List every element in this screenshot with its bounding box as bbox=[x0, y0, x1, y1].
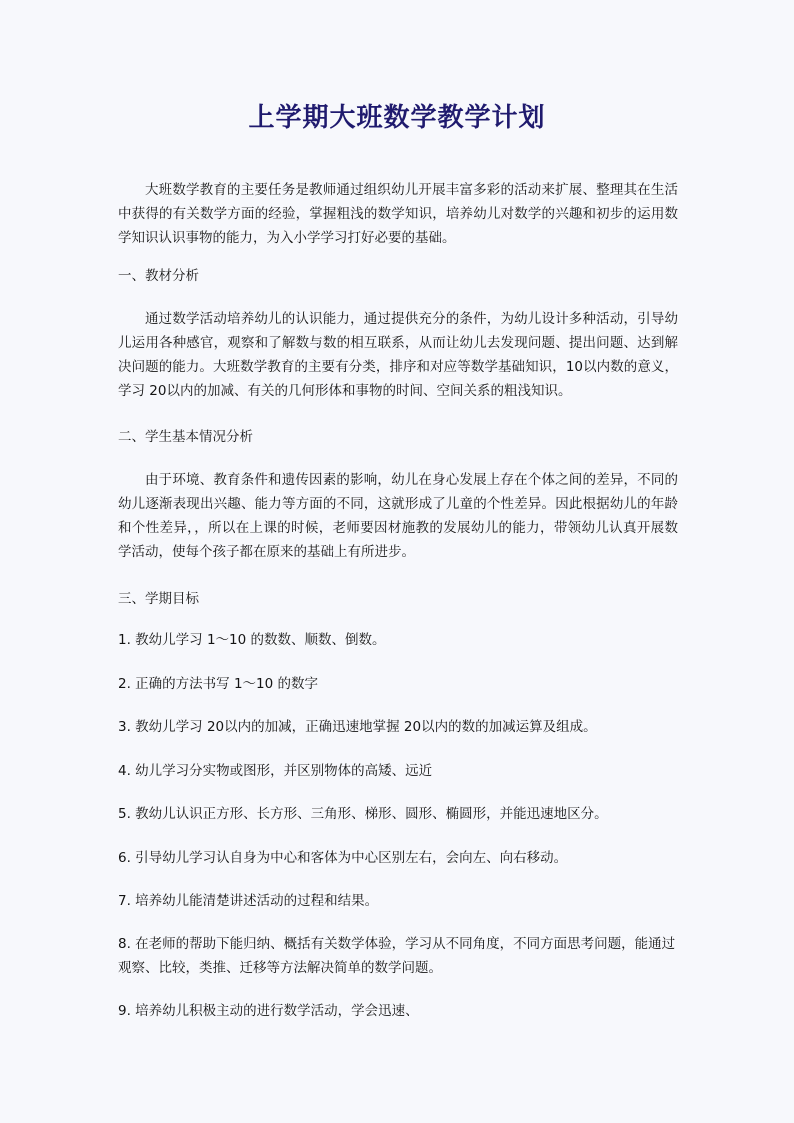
goal-item: 7. 培养幼儿能清楚讲述活动的过程和结果。 bbox=[118, 893, 379, 909]
goal-item: 6. 引导幼儿学习认自身为中心和客体为中心区别左右，会向左、向右移动。 bbox=[118, 850, 568, 866]
section-heading-materials: 一、教材分析 bbox=[118, 268, 199, 284]
goal-item: 2. 正确的方法书写 1～10 的数字 bbox=[118, 676, 319, 692]
goal-item: 5. 教幼儿认识正方形、长方形、三角形、梯形、圆形、椭圆形，并能迅速地区分。 bbox=[118, 806, 608, 822]
goal-item: 9. 培养幼儿积极主动的进行数学活动，学会迅速、 bbox=[118, 1003, 419, 1019]
document-title: 上学期大班数学教学计划 bbox=[248, 103, 546, 133]
section-heading-students: 二、学生基本情况分析 bbox=[118, 429, 253, 445]
section-body-students: 由于环境、教育条件和遗传因素的影响，幼儿在身心发展上存在个体之间的差异，不同的幼儿逐渐表现出兴趣、能力等方面的不同，这就形成了儿童的个性差异。因此根据幼儿的年龄和个性差异，，所以在上课的时候，老师要因材施教的发展幼儿的能力，带领幼儿认真开展数学活动，使每个孩子都在原来的基础上有所进步。 bbox=[118, 472, 678, 560]
goal-item: 4. 幼儿学习分实物或图形，并区别物体的高矮、远近 bbox=[118, 763, 433, 779]
goal-item: 3. 教幼儿学习 20以内的加减，正确迅速地掌握 20以内的数的加减运算及组成。 bbox=[118, 719, 597, 735]
intro-paragraph: 大班数学教育的主要任务是教师通过组织幼儿开展丰富多彩的活动来扩展、整理其在生活中获得的有关数学方面的经验，掌握粗浅的数学知识，培养幼儿对数学的兴趣和初步的运用数学知识认识事物的能力，为入小学学习打好必要的基础。 bbox=[118, 182, 678, 246]
section-body-materials: 通过数学活动培养幼儿的认识能力，通过提供充分的条件，为幼儿设计多种活动，引导幼儿运用各种感官，观察和了解数与数的相互联系，从而让幼儿去发现问题、提出问题、达到解决问题的能力。大班数学教育的主要有分类，排序和对应等数学基础知识，10以内数的意义，学习 20以内的加减、有关的几何形体和事物的时间、空间关系的粗浅知识。 bbox=[118, 311, 678, 399]
goal-item: 1. 教幼儿学习 1～10 的数数、顺数、倒数。 bbox=[118, 632, 386, 648]
section-heading-goals: 三、学期目标 bbox=[118, 591, 199, 607]
goal-item: 8. 在老师的帮助下能归纳、概括有关数学体验，学习从不同角度，不同方面思考问题，能通过观察、比较，类推、迁移等方法解决简单的数学问题。 bbox=[118, 936, 676, 976]
